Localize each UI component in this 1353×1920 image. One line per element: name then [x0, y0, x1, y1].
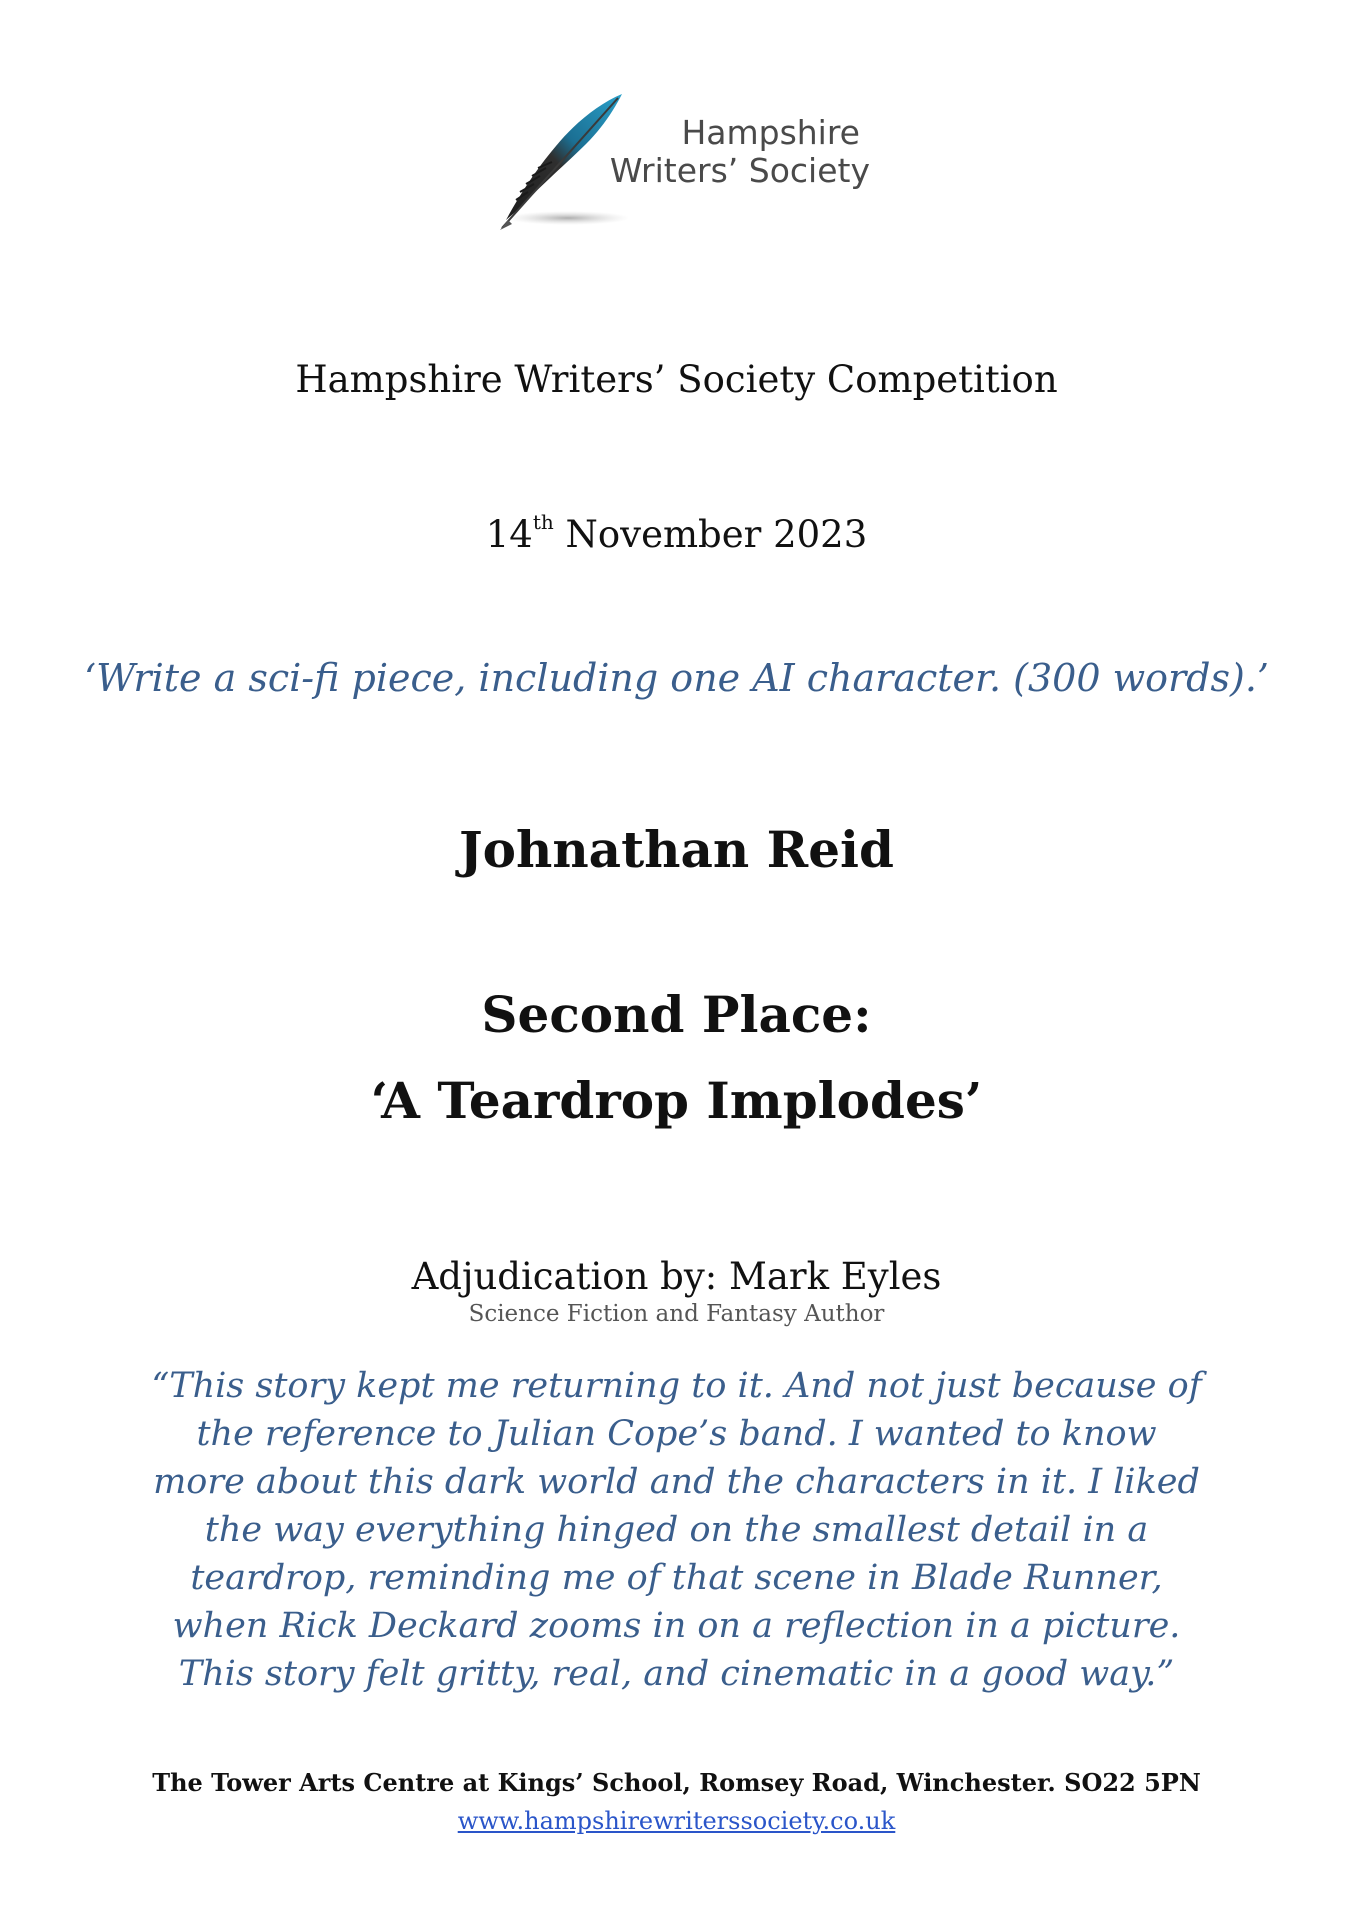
date-ordinal-suffix: th [532, 510, 554, 534]
adjudicator-role: Science Fiction and Fantasy Author [468, 1301, 885, 1327]
event-date [0, 510, 1353, 560]
website-line [0, 1806, 1353, 1836]
story-title: ‘A Teardrop Implodes’ [370, 1071, 983, 1130]
competition-prompt: ‘Write a sci-fi piece, including one AI character. (300 words).’ [84, 656, 1269, 700]
date-day: 14 [485, 513, 533, 556]
venue-address: The Tower Arts Centre at Kings’ School, Romsey Road, Winchester. SO22 5PN [152, 1768, 1201, 1797]
logo-wordmark [600, 114, 870, 190]
adjudicator-quote: “This story kept me returning to it. And not just because of the reference to Julian Cope’s band. I wanted to know more about this dark world and the characters in it. I liked the way everything hinged on the smallest detail in a teardrop, reminding me of that scene in Blade Runner, when Rick Deckard zooms in on a reflection in a picture. This story felt gritty, real, and cinematic in a good way.” [151, 1366, 1202, 1694]
logo-line-1: Hampshire [681, 113, 860, 152]
date-month-year: November 2023 [553, 513, 868, 556]
logo-line-2: Writers’ Society [609, 151, 870, 190]
author-name: Johnathan Reid [458, 820, 895, 879]
placement-label: Second Place: [481, 985, 872, 1044]
society-logo [498, 88, 868, 238]
website-link[interactable]: www.hampshirewriterssociety.co.uk [457, 1807, 896, 1835]
competition-heading: Hampshire Writers’ Society Competition [295, 358, 1058, 401]
adjudicator-line: Adjudication by: Mark Eyles [411, 1255, 942, 1298]
